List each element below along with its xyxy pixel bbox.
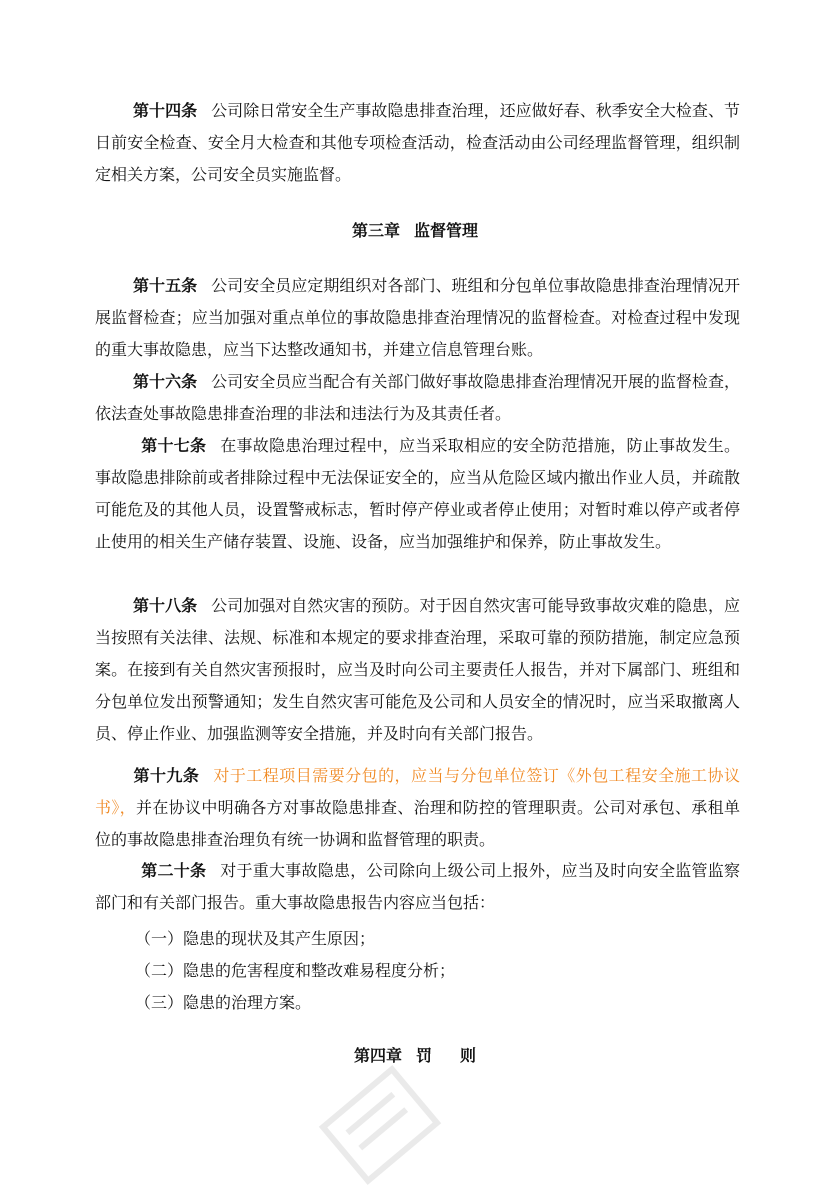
article-16-text: 公司安全员应当配合有关部门做好事故隐患排查治理情况开展的监督检查，依法查处事故隐患排查治理的非法和违法行为及其责任者。: [95, 372, 740, 423]
article-20-text: 对于重大事故隐患，公司除向上级公司上报外，应当及时向安全监管监察部门和有关部门报告。重大事故隐患报告内容应当包括：: [95, 861, 740, 912]
article-20-label: 第二十条: [141, 861, 207, 880]
article-18-text: 公司加强对自然灾害的预防。对于因自然灾害可能导致事故灾难的隐患，应当按照有关法律、法规、标准和本规定的要求排查治理，采取可靠的预防措施，制定应急预案。在接到有关自然灾害预报时，应当及时向公司主要责任人报告，并对下属部门、班组和分包单位发出预警通知；发生自然灾害可能危及公司和人员安全的情况时，应当采取撤离人员、停止作业、加强监测等安全措施，并及时向有关部门报告。: [95, 596, 740, 743]
article-17: [95, 430, 740, 558]
article-14-label: 第十四条: [133, 101, 198, 120]
article-19: [95, 760, 740, 856]
article-19-highlight: 对于工程项目需要分包的，应当与分包单位签订《外包工程安全施工协议书》，: [95, 766, 740, 817]
article-19-label: 第十九条: [133, 766, 200, 785]
chapter-4-number: 第四章: [353, 1046, 402, 1065]
article-20: [95, 855, 740, 919]
chapter-4-title-part2: 则: [460, 1046, 477, 1065]
chapter-3-number: 第三章: [351, 221, 400, 240]
article-15-label: 第十五条: [133, 276, 198, 295]
article-17-label: 第十七条: [141, 436, 207, 455]
chapter-3-heading: [0, 215, 830, 247]
article-16: [95, 366, 740, 430]
article-14-text: 公司除日常安全生产事故隐患排查治理，还应做好春、秋季安全大检查、节日前安全检查、安全月大检查和其他专项检查活动，检查活动由公司经理监督管理，组织制定相关方案，公司安全员实施监督。: [95, 101, 740, 184]
article-18-label: 第十八条: [133, 596, 198, 615]
article-18: [95, 590, 740, 750]
chapter-4-title-part1: 罚: [415, 1046, 432, 1065]
article-15: [95, 270, 740, 366]
article-14: [95, 95, 740, 191]
article-15-text: 公司安全员应定期组织对各部门、班组和分包单位事故隐患排查治理情况开展监督检查；应当加强对重点单位的事故隐患排查治理情况的监督检查。对检查过程中发现的重大事故隐患，应当下达整改通知书，并建立信息管理台账。: [95, 276, 740, 359]
watermark-icon: [300, 1050, 460, 1200]
article-17-text: 在事故隐患治理过程中，应当采取相应的安全防范措施，防止事故发生。事故隐患排除前或者排除过程中无法保证安全的，应当从危险区域内撤出作业人员，并疏散可能危及的其他人员，设置警戒标志，暂时停产停业或者停止使用；对暂时难以停产或者停止使用的相关生产储存装置、设施、设备，应当加强维护和保养，防止事故发生。: [95, 436, 740, 551]
chapter-3-title: 监督管理: [414, 221, 479, 240]
article-16-label: 第十六条: [133, 372, 198, 391]
list-item: （二）隐患的危害程度和整改难易程度分析；: [135, 961, 456, 980]
article-19-text: 并在协议中明确各方对事故隐患排查、治理和防控的管理职责。公司对承包、承租单位的事故隐患排查治理负有统一协调和监督管理的职责。: [95, 798, 740, 849]
list-item: （一）隐患的现状及其产生原因；: [135, 929, 376, 948]
list-item: （三）隐患的治理方案。: [135, 993, 312, 1012]
